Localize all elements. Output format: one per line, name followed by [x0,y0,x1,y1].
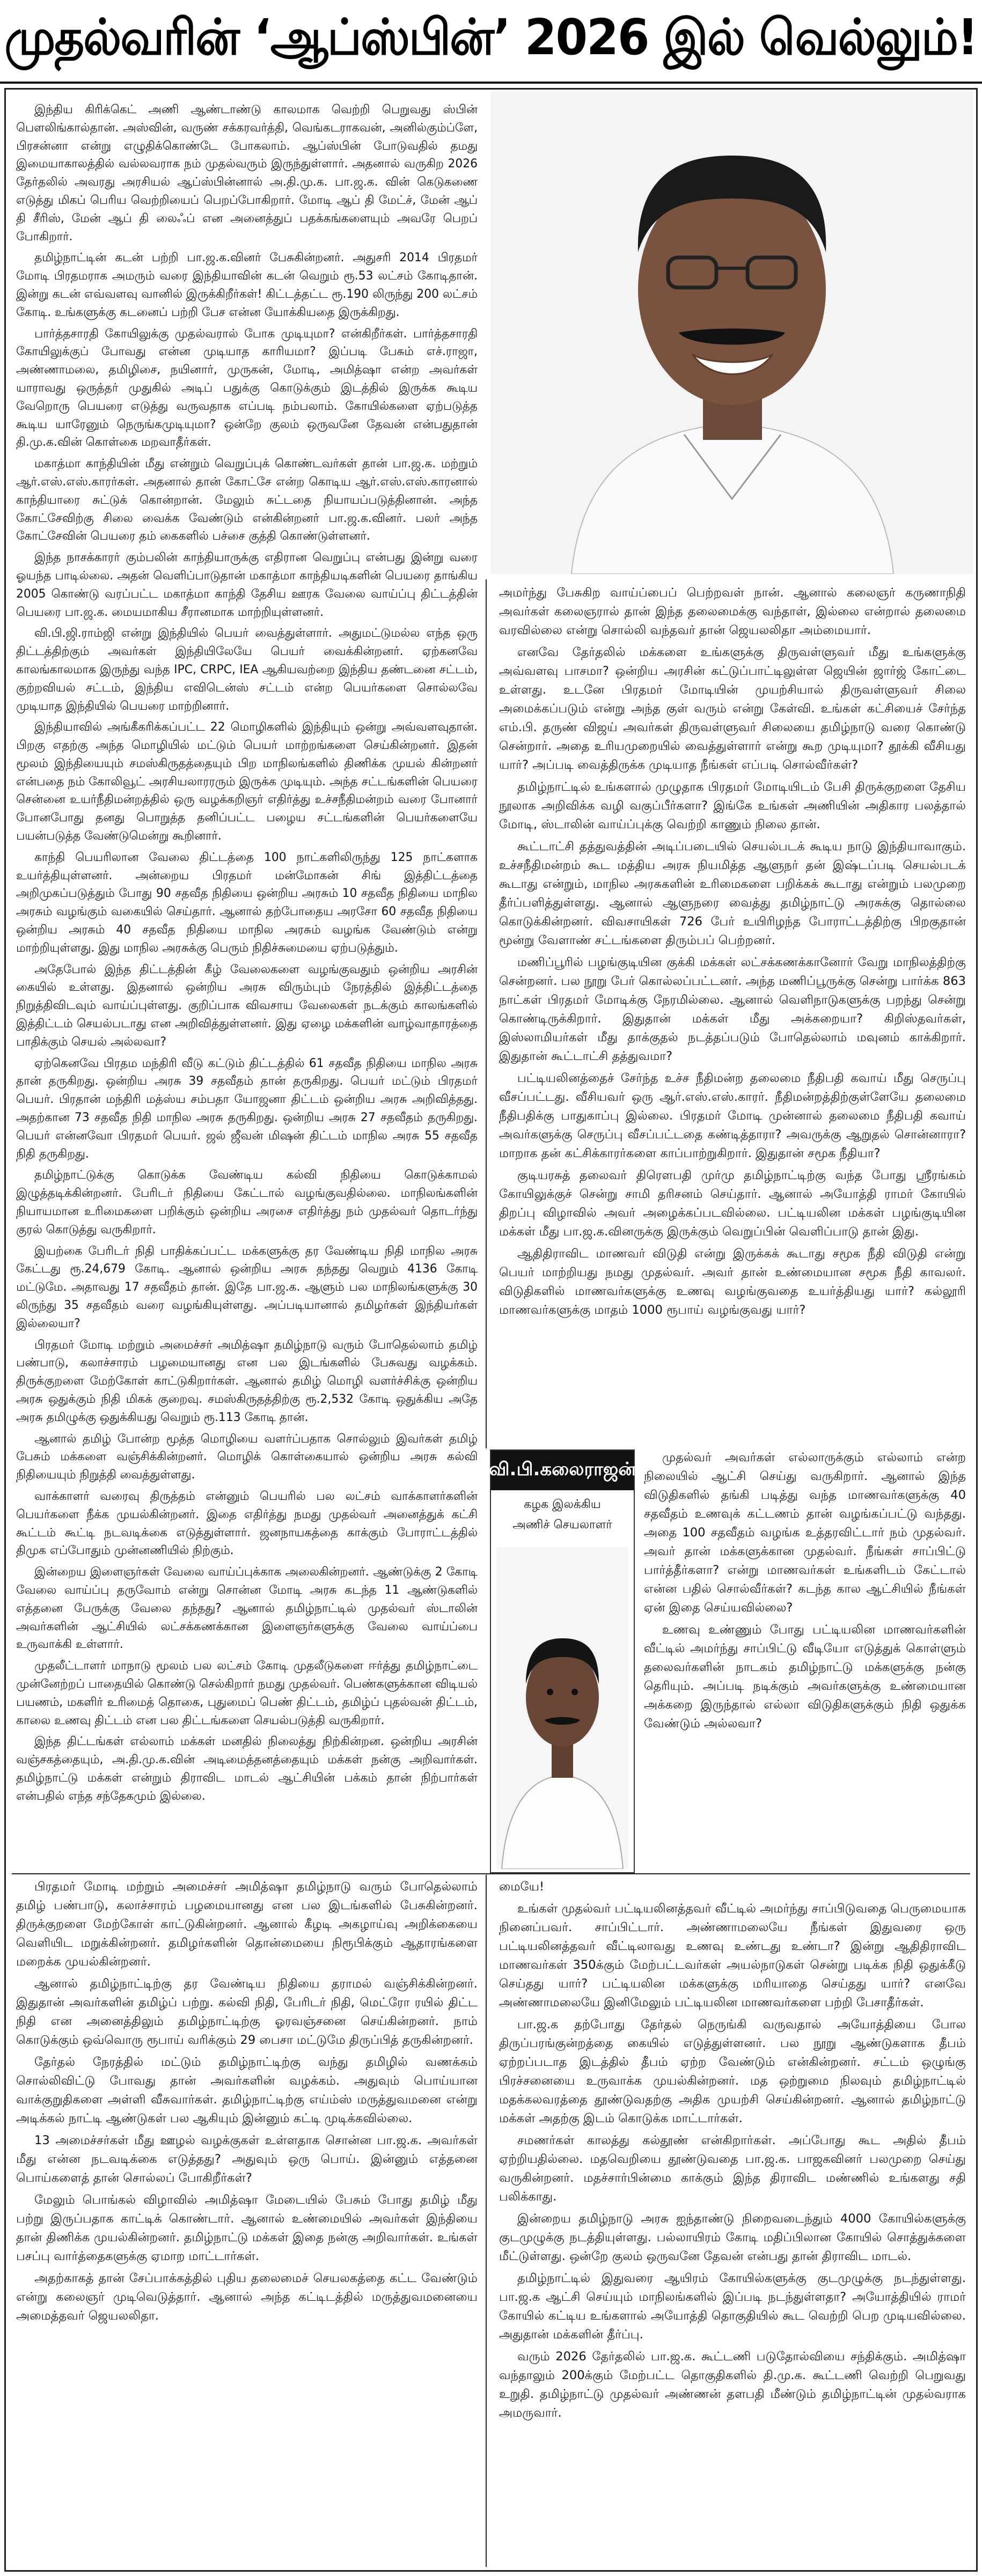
paragraph: ஆதிதிராவிட மாணவர் விடுதி என்று இருக்கக் கூடாது சமூக நீதி விடுதி என்று பெயர் மாற்றியது நமது முதல்வர். அவர் தான் உண்மையான சமூக நீதி காவலர். விடுதிகளில் மாணவர்களுக்கு உணவு வழங்குவதை உயர்த்தியது யார்? கல்லூரி மாணவர்களுக்கு மாதம் 1000 ரூபாய் வழங்குவது யார்? [499,1247,966,1317]
paragraph: மணிப்பூரில் பழங்குடியின குக்கி மக்கள் லட்சக்கணக்கானோர் வேறு மாநிலத்திற்கு சென்றனர். பல நூறு பேர் கொல்லப்பட்டனர். அந்த மணிப்பூருக்கு சென்று பார்க்க 863 நாட்கள் பிரதமர் மோடிக்கு நேரமில்லை. ஆனால் வெளிநாடுகளுக்கு பறந்து சென்று கொண்டிருக்கிறார். இதுதான் மக்கள் மீது அக்கறையா? கிறிஸ்தவர்கள், இஸ்லாமியர்கள் மீது தாக்குதல் நடத்தப்படும் போதெல்லாம் மவுனம் காக்கிறார். இதுதான் கூட்டாட்சி தத்துவமா? [499,955,966,1063]
paragraph: தமிழ்நாட்டின் கடன் பற்றி பா.ஜ.க.வினர் பேசுகின்றனர். அதுசரி 2014 பிரதமர் மோடி பிரதமராக அமரும் வரை இந்தியாவின் கடன் வெறும் ரூ.53 லட்சம் கோடிதான். இன்று கடன் எவ்வளவு வானில் இருக்கிறீர்கள்! கிட்டத்தட்ட ரூ.190 லிருந்து 200 லட்சம் கோடி. உங்களுக்கு கடனைப் பற்றி பேச என்ன யோக்கியதை இருக்கிறது. [16,251,478,319]
paragraph: உணவு உண்ணும் போது பட்டியலின மாணவர்களின் வீட்டில் அமர்ந்து சாப்பிட்டு வீடியோ எடுத்துக் கொள்ளும் தலைவர்களின் நாடகம் தமிழ்நாட்டு மக்களுக்கு நன்கு தெரியும். அப்படி நடிக்கும் அவர்களுக்கு உண்மையான அக்கறை இருந்தால் எல்லா விடுதிகளுக்கும் நிதி ஒதுக்க வேண்டும் அல்லவா? [644,1623,966,1731]
paragraph: தமிழ்நாட்டில் இதுவரை ஆயிரம் கோயில்களுக்கு குடமுழுக்கு நடந்துள்ளது. பா.ஜ.க ஆட்சி செய்யும் மாநிலங்களில் இப்படி நடந்துள்ளதா? அயோத்தியில் ராமர் கோயில் கட்டிய உங்களால் அயோத்தி தொகுதியில் கூட வெற்றி பெற முடியவில்லை. அதுதான் மக்களின் தீர்ப்பு. [499,2271,966,2342]
author-box [490,1449,635,1873]
paragraph: இன்றைய இளைஞர்கள் வேலை வாய்ப்புக்காக அலைகின்றனர். ஆண்டுக்கு 2 கோடி வேலை வாய்ப்பு தருவோம் என்று சொன்ன மோடி அரசு கடந்த 11 ஆண்டுகளில் எத்தனை பேருக்கு வேலை தந்தது? ஆனால் தமிழ்நாட்டில் முதல்வர் ஸ்டாலின் அவர்களின் ஆட்சியில் லட்சக்கணக்கான இளைஞர்களுக்கு வேலை வாய்ப்பை உருவாக்கி உள்ளார். [16,1565,478,1652]
paragraph: இந்த திட்டங்கள் எல்லாம் மக்கள் மனதில் நிலைத்து நிற்கின்றன. ஒன்றிய அரசின் வஞ்சகத்தையும், அ.தி.மு.க.வின் அடிமைத்தனத்தையும் மக்கள் நன்கு அறிவார்கள். தமிழ்நாட்டு மக்கள் என்றும் திராவிட மாடல் ஆட்சியின் பக்கம் தான் நிற்பார்கள் என்பதில் எந்த சந்தேகமும் இல்லை. [16,1735,478,1803]
paragraph: அதற்காகத் தான் சேப்பாக்கத்தில் புதிய தலைமைச் செயலகத்தை கட்ட வேண்டும் என்று கலைஞர் முடிவெடுத்தார். ஆனால் அந்த கட்டிடத்தில் மருத்துவமனையை அமைத்தவர் ஜெயலலிதா. [16,2271,478,2323]
section-divider [12,1873,970,1874]
article-column-d [16,1878,478,2567]
paragraph: பிரதமர் மோடி மற்றும் அமைச்சர் அமித்ஷா தமிழ்நாடு வரும் போதெல்லாம் தமிழ் பண்பாடு, கலாச்சாரம் பழமையானது என பல இடங்களில் பேசுகின்றனர். திருக்குறளை மேற்கோள் காட்டுகின்றனர். ஆனால் கீழடி அகழாய்வு அறிக்கையை வெளியிட மறுக்கின்றனர். தமிழர்களின் தொன்மையை நிரூபிக்கும் ஆதாரங்களை மறைக்க முயல்கின்றனர். [16,1880,478,1969]
paragraph: மகாத்மா காந்தியின் மீது என்றும் வெறுப்புக் கொண்டவர்கள் தான் பா.ஜ.க. மற்றும் ஆர்.எஸ்.எஸ்.காரர்கள். அதனால் தான் கோட்சே என்ற கொடிய ஆர்.எஸ்.எஸ்.காரனால் காந்தியாரை சுட்டுக் கொன்றான். மேலும் சுட்டதை நியாயப்படுத்தினான். அந்த கோட்சேவிற்கு சிலை வைக்க வேண்டும் என்கின்றனர் பா.ஜ.க.வினர். பலர் அந்த கோட்சேவின் பெயரை தம் கைகளில் பச்சை குத்தி கொண்டுள்ளனர். [16,457,478,543]
paragraph: இன்றைய தமிழ்நாடு அரசு ஐந்தாண்டு நிறைவடைந்தும் 4000 கோயில்களுக்கு குடமுழுக்கு நடத்தியுள்ளது. பல்லாயிரம் கோடி மதிப்பிலான கோயில் சொத்துக்களை மீட்டுள்ளது. ஒன்றே குலம் ஒருவனே தேவன் என்பது தான் திராவிட மாடல். [499,2212,966,2263]
paragraph: 13 அமைச்சர்கள் மீது ஊழல் வழக்குகள் உள்ளதாக சொன்ன பா.ஜ.க. அவர்கள் மீது என்ன நடவடிக்கை எடுத்தது? அதுவும் ஒரு பொய். இன்னும் எத்தனை பொய்களைத் தான் சொல்லப் போகிறீர்கள்? [16,2133,478,2185]
author-photo [496,1547,628,1869]
paragraph: வி.பி.ஜி.ராம்ஜி என்று இந்தியில் பெயர் வைத்துள்ளார். அதுமட்டுமல்ல எந்த ஒரு திட்டத்திற்கும் அவர்கள் இந்தியிலேயே பெயர் வைக்கின்றனர். ஏற்கனவே காலங்காலமாக இருந்து வந்த IPC, CRPC, IEA ஆகியவற்றை இந்திய தண்டனை சட்டம், குற்றவியல் சட்டம், இந்திய எவிடென்ஸ் சட்டம் என்ற பெயர்களை சொல்லவே முடியாத இந்தியில் பெயரை மாற்றினார். [16,627,478,713]
paragraph: ஏற்கெனவே பிரதம மந்திரி வீடு கட்டும் திட்டத்தில் 61 சதவீத நிதியை மாநில அரசு தான் தருகிறது. ஒன்றிய அரசு 39 சதவீதம் தான் தருகிறது. பெயர் மட்டும் பிரதமர் பெயர். பிரதான் மந்திரி மத்ஸ்ய சம்பதா யோஜனா திட்டம் ஒன்றிய அரசு அறிவித்தது. அதற்கான 73 சதவீத நிதி மாநில அரசு தருகிறது. ஒன்றிய அரசு 27 சதவீதம் தருகிறது. பெயர் என்னவோ பிரதமர் பெயர். ஜல் ஜீவன் மிஷன் திட்டம் மாநில அரசு 55 சதவீத நிதி தருகிறது. [16,1056,478,1161]
author-name: வி.பி.கலைராஜன் [491,1451,634,1490]
article-column-c [644,1448,966,1872]
paragraph: அமர்ந்து பேசுகிற வாய்ப்பைப் பெற்றவள் நான். ஆனால் கலைஞர் கருணாநிதி அவர்கள் கலைஞரால் தான் இந்த தலைமைக்கு வந்தாள், இல்லை என்றால் தலைமை வரவில்லை என்று சொல்லி வந்தவர் தான் ஜெயலலிதா அம்மையார். [499,586,966,637]
paragraph: ஆனால் தமிழ் போன்ற மூத்த மொழியை வளர்ப்பதாக சொல்லும் இவர்கள் தமிழ் பேசும் மக்களை வஞ்சிக்கின்றனர். மொழிக் கொள்கையால் ஒன்றிய அரசு கல்வி நிதியையும் நிறுத்தி வைத்துள்ளது. [16,1432,478,1482]
paragraph: சமணர்கள் காலத்து கல்தூண் என்கிறார்கள். அப்போது கூட அதில் தீபம் ஏற்றியதில்லை. மதவெறியை தூண்டுவதை பா.ஜ.க. பாஜகவினர் பலமுறை செய்து வருகின்றனர். மதச்சார்பின்மை காக்கும் இந்த திராவிட மண்ணில் உங்களது சதி பலிக்காது. [499,2133,966,2204]
paragraph: இயற்கை பேரிடர் நிதி பாதிக்கப்பட்ட மக்களுக்கு தர வேண்டிய நிதி மாநில அரசு கேட்டது ரூ.24,679 கோடி. ஆனால் ஒன்றிய அரசு தந்தது வெறும் 4136 கோடி மட்டுமே. அதாவது 17 சதவீதம் தான். இதே பா.ஜ.க. ஆளும் பல மாநிலங்களுக்கு 30 லிருந்து 35 சதவீதம் வரை வழங்கியுள்ளது. அப்படியானால் தமிழர்கள் இந்தியர்கள் இல்லையா? [16,1244,478,1330]
article-column-e [499,1878,966,2567]
paragraph: இந்தியாவில் அங்கீகரிக்கப்பட்ட 22 மொழிகளில் இந்தியும் ஒன்று அவ்வளவுதான். பிறகு எதற்கு அந்த மொழியில் மட்டும் பெயர் மாற்றங்களை செய்கின்றனர். இதன் மூலம் இந்தியையும் சமஸ்கிருதத்தையும் பிற மாநிலங்களில் திணிக்க முயல் கின்றனர் என்பதை நம் கோலிவூட் அரசியலாரரரும் இருக்க முடியும். அந்த சட்டங்களின் பெயரை சென்னை உயர்நீதிமன்றத்தில் ஒரு வழக்கறிஞர் எதிர்த்து உச்சநீதிமன்றம் வரை போனார் போனபோது தனது பொறுத்த தனிப்பட்ட பழைய சட்டங்களின் பெயர்களையே பயன்படுத்த வேண்டுமென்று கூறினார். [16,720,478,843]
headline-bar [0,0,982,84]
paragraph: எனவே தேர்தலில் மக்களை உங்களுக்கு திருவள்ளுவர் மீது உங்களுக்கு அவ்வளவு பாசமா? ஒன்றிய அரசின் கட்டுப்பாட்டிலுள்ள ஜெயின் ஜார்ஜ் கோட்டை உள்ளது. உடனே பிரதமர் மோடியின் முயற்சியால் திருவள்ளுவர் சிலை அமைக்கப்படும் என்று அந்த குள் வரும் என்று கேள்வி. உங்கள் கட்சியைச் சேர்ந்த எம்.பி. தருண் விஜய் அவர்கள் திருவள்ளுவர் சிலையை தமிழ்நாடு வரை கொண்டு சென்றார். அதை உரியமுறையில் வைத்துள்ளார் என்று கூற முடியுமா? தூக்கி வீசியது யார்? அப்படி வைத்திருக்க முடியாத நீங்கள் எப்படி சொல்வீர்கள்? [499,645,966,772]
paragraph: இந்த நாசக்காரர் கும்பலின் காந்தியாருக்கு எதிரான வெறுப்பு என்பது இன்று வரை ஓயந்த பாடில்லை. அதன் வெளிப்பாடுதான் மகாத்மா காந்தியடிகளின் பெயரை தாங்கிய 2005 கொண்டு வரப்பட்ட மகாத்மா காந்தி தேசிய ஊரக வேலை வாய்ப்பு திட்டத்தின் பெயரை பா.ஜ.க. மையமாகிய சீரானமாக மாற்றியுள்ளனர். [16,551,478,619]
paragraph: தமிழ்நாட்டில் உங்களால் முழுதாக பிரதமர் மோடியிடம் பேசி திருக்குறளை தேசிய நூலாக அறிவிக்க வழி வகுப்பீர்களா? இங்கே உங்கள் அணியின் அதிகார பலத்தால் மோடி, ஸ்டாலின் வாய்ப்புக்கு வெற்றி காணும் நிலை தான். [499,780,966,831]
paragraph: தமிழ்நாட்டுக்கு கொடுக்க வேண்டிய கல்வி நிதியை கொடுக்காமல் இழுத்தடிக்கின்றனர். பேரிடர் நிதியை கேட்டால் வழங்குவதில்லை. மாநிலங்களின் நியாயமான உரிமைகளை பறிக்கும் ஒன்றிய அரசை எதிர்த்து நம் முதல்வர் தொடர்ந்து குரல் கொடுத்து வருகிறார். [16,1168,478,1237]
paragraph: பட்டியலினத்தைச் சேர்ந்த உச்ச நீதிமன்ற தலைமை நீதிபதி கவாய் மீது செருப்பு வீசப்பட்டது. வீசியவர் ஒரு ஆர்.எஸ்.எஸ்.காரர். நீதிமன்றத்திற்குள்ளேயே தலைமை நீதிபதிக்கு பாதுகாப்பு இல்லை. பிரதமர் மோடி முன்னால் தலைமை நீதிபதி கவாய் அவர்களுக்கு செருப்பு வீசப்பட்டதை கண்டித்தாரா? அவருக்கு ஆறுதல் சொன்னாரா? மாறாக தன் கட்சிக்காரர்களை காப்பாற்றுகிறார். இதுதான் சமூக நீதியா? [499,1071,966,1160]
paragraph: காந்தி பெயரிலான வேலை திட்டத்தை 100 நாட்களிலிருந்து 125 நாட்களாக உயர்த்தியுள்ளனர். அன்றைய பிரதமர் மன்மோகன் சிங் இத்திட்டத்தை அறிமுகப்படுத்தும் போது 90 சதவீத நிதியை ஒன்றிய அரசும் 10 சதவீத நிதியை மாநில அரசும் வழங்கும் வகையில் செய்தார். ஆனால் தற்போதைய அரசோ 60 சதவீத நிதியை ஒன்றிய அரசும் 40 சதவீத நிதியை மாநில அரசும் வழங்க வேண்டும் என்று மாற்றியுள்ளது. இது மாநில அரசுக்கு பெரும் நிதிச்சுமையை ஏற்படுத்தும். [16,850,478,955]
column-divider [486,579,487,1448]
paragraph: பிரதமர் மோடி மற்றும் அமைச்சர் அமித்ஷா தமிழ்நாடு வரும் போதெல்லாம் தமிழ் பண்பாடு, கலாச்சாரம் பழமையானது என பல இடங்களில் பேசுவது வழக்கம். திருக்குறளை மேற்கோள் காட்டுகிறார்கள். ஆனால் தமிழ் மொழி வளர்ச்சிக்கு ஒன்றிய அரசு ஒதுக்கும் நிதி மிகக் குறைவு. சமஸ்கிருதத்திற்கு ரூ.2,532 கோடி ஒதுக்கிய அதே அரசு தமிழுக்கு ஒதுக்கியது வெறும் ரூ.113 கோடி தான். [16,1338,478,1424]
paragraph: ஆனால் தமிழ்நாட்டிற்கு தர வேண்டிய நிதியை தராமல் வஞ்சிக்கின்றனர். இதுதான் அவர்களின் தமிழ்ப் பற்று. கல்வி நிதி, பேரிடர் நிதி, மெட்ரோ ரயில் திட்ட நிதி என அனைத்திலும் தமிழ்நாட்டிற்கு ஓரவஞ்சனை செய்கின்றனர். நாம் கொடுக்கும் ஒவ்வொரு ரூபாய் வரிக்கும் 29 பைசா மட்டுமே திருப்பித் தருகின்றனர். [16,1977,478,2047]
paragraph: பா.ஜ.க தற்போது தேர்தல் நெருங்கி வருவதால் அயோத்தியை போல திருப்பரங்குன்றத்தை கையில் எடுத்துள்ளனர். பல நூறு ஆண்டுகளாக தீபம் ஏற்றப்படாத இடத்தில் தீபம் ஏற்ற வேண்டும் என்கின்றனர். சட்டம் ஒழுங்கு பிரச்சனையை உருவாக்க முயல்கின்றனர். மத ஒற்றுமை நிலவும் தமிழ்நாட்டில் மதக்கலவரத்தை தூண்டுவதற்கு அதிக முயற்சி செய்கின்றனர். ஆனால் தமிழ்நாட்டு மக்கள் அதற்கு இடம் கொடுக்க மாட்டார்கள். [499,2018,966,2125]
article-column-a [16,101,478,1871]
paragraph: வரும் 2026 தேர்தலில் பா.ஜ.க. கூட்டணி படுதோல்வியை சந்திக்கும். அமித்ஷா வந்தாலும் 200க்கும் மேற்பட்ட தொகுதிகளில் தி.மு.க. கூட்டணி வெற்றி பெறுவது உறுதி. தமிழ்நாட்டு முதல்வர் அண்ணன் தளபதி மீண்டும் தமிழ்நாட்டின் முதல்வராக அமருவார். [499,2350,966,2420]
paragraph: உங்கள் முதல்வர் பட்டியலினத்தவர் வீட்டில் அமர்ந்து சாப்பிடுவதை பெருமையாக நினைப்பவர். சாப்பிட்டார். அண்ணாமலையே நீங்கள் இதுவரை ஒரு பட்டியலினத்தவர் வீட்டிலாவது உணவு உண்டது உண்டா? இன்று ஆதிதிராவிட மாணவர்கள் 350க்கும் மேற்பட்டவர்கள் அயல்நாடுகள் சென்று படிக்க நிதி ஒதுக்கீடு செய்தது யார்? பட்டியலின மக்களுக்கு மரியாதை செய்தது யார்? எனவே அண்ணாமலையே இனிமேலும் பட்டியலின மாணவர்களை பற்றி பேசாதீர்கள். [499,1902,966,2010]
paragraph: முதல்வர் அவர்கள் எல்லாருக்கும் எல்லாம் என்ற நிலையில் ஆட்சி செய்து வருகிறார். ஆனால் இந்த விடுதிகளில் தங்கி படித்து வந்த மாணவர்களுக்கு 40 சதவீதம் உணவுக் கட்டணம் தான் வழங்கப்பட்டு வந்தது. அதை 100 சதவீதம் வழங்க உத்தரவிட்டார் நம் முதல்வர். அவர் தான் மக்களுக்கான முதல்வர். நீங்கள் சாப்பிட்டு பார்த்தீர்களா? என்று மாணவர்கள் உங்களிடம் கேட்டால் என்ன பதில் சொல்வீர்கள்? கடந்த கால ஆட்சியில் நீங்கள் ஏன் இதை செய்யவில்லை? [644,1451,966,1615]
paragraph: மேலும் பொங்கல் விழாவில் அமித்ஷா மேடையில் பேசும் போது தமிழ் மீது பற்று இருப்பதாக காட்டிக் கொண்டார். ஆனால் உண்மையில் அவர்கள் இந்தியை தான் திணிக்க முயல்கின்றனர். தமிழ்நாட்டு மக்கள் இதை நன்கு அறிவார்கள். உங்கள் பசப்பு வார்த்தைகளுக்கு ஏமாற மாட்டார்கள். [16,2193,478,2263]
portrait-illustration [491,91,973,574]
author-role [491,1495,634,1535]
paragraph: மையே! [499,1880,545,1894]
paragraph: முதலீட்டாளர் மாநாடு மூலம் பல லட்சம் கோடி முதலீடுகளை ஈர்த்து தமிழ்நாட்டை முன்னேற்றப் பாதையில் கொண்டு செல்கிறார் நமது முதல்வர். பெண்களுக்கான விடியல் பயணம், மகளிர் உரிமைத் தொகை, புதுமைப் பெண் திட்டம், தமிழ்ப் புதல்வன் திட்டம், காலை உணவு திட்டம் என பல திட்டங்களை செயல்படுத்தி வருகிறார். [16,1659,478,1727]
author-portrait [496,1547,628,1869]
chief-minister-photo [491,91,973,574]
paragraph: பார்த்தசாரதி கோயிலுக்கு முதல்வரால் போக முடியுமா? என்கிறீர்கள். பார்த்தசாரதி கோயிலுக்குப் போவது என்ன முடியாத காரியமா? இப்படி பேசும் எச்.ராஜா, அண்ணாமலை, தமிழிசை, நயினார், முருகன், மோடி, அமித்ஷா என்ற அவர்கள் யாராவது ஒருத்தர் முதுகில் அடிப் பதுக்கு கொடுக்கும் இடத்தில் இருக்க கூடிய வேறொரு பெயரை எடுத்து வருவதாக எப்படி நம்பலாம். கோயில்களை ஏற்படுத்த கூடிய யாரேனும் நெருங்கமுடியுமா? ஒன்றே குலம் ஒருவனே தேவன் என்பதுதான் தி.மு.க.வின் கொள்கை மறவாதீர்கள். [16,327,478,450]
paragraph: இந்திய கிரிக்கெட் அணி ஆண்டாண்டு காலமாக வெற்றி பெறுவது ஸ்பின் பௌலிங்கால்தான். அஸ்வின், வருண் சக்கரவர்த்தி, வெங்கடராகவன், அனில்கும்ப்ளே, பிரசன்னா என்று எழுதிக்கொண்டே போகலாம். ஆப்ஸ்பின் போடுவதில் தமது இமையாகாலத்தில் வல்லவராக நம் முதல்வரும் இருந்துள்ளார். அதனால் வருகிற 2026 தேர்தலில் அவரது அரசியல் ஆப்ஸ்பின்னால் அ.தி.மு.க. பா.ஜ.க. வின் கெடுகணை எடுத்து மிகப் பெரிய வெற்றியைப் பெறப்போகிறார். மோடி ஆப் தி மேட்ச், மேன் ஆப் தி சீரிஸ், மேன் ஆப் தி லைஃப் என அனைத்துப் பதக்கங்களையும் அவரே பெறப் போகிறார். [16,103,478,244]
paragraph: கூட்டாட்சி தத்துவத்தின் அடிப்படையில் செயல்படக் கூடிய நாடு இந்தியாவாகும். உச்சநீதிமன்றம் கூட மத்திய அரசு நியமித்த ஆளுநர் தன் இஷ்டப்படி செயல்படக் கூடாது என்றும், மாநில அரசுகளின் உரிமைகளை பறிக்கக் கூடாது என்றும் பலமுறை தீர்ப்பளித்துள்ளது. ஆனால் ஆளுநரை வைத்து தமிழ்நாட்டு அரசுக்கு தொல்லை கொடுக்கின்றனர். விவசாயிகள் 726 பேர் உயிரிழந்த போராட்டத்திற்கு பிறகுதான் மூன்று வேளாண் சட்டங்களை திரும்பப் பெற்றனர். [499,840,966,947]
author-role-line: கழக இலக்கிய [524,1498,601,1511]
author-role-line: அணிச் செயலாளர் [512,1518,612,1532]
paragraph: அதேபோல் இந்த திட்டத்தின் கீழ் வேலைகளை வழங்குவதும் ஒன்றிய அரசின் கையில் உள்ளது. இதனால் ஒன்றிய அரசு விரும்பும் நேரத்தில் இத்திட்டத்தை நிறுத்திவிடவும் வாய்ப்புள்ளது. குறிப்பாக விவசாய வேலைகள் நடக்கும் காலங்களில் இத்திட்டம் செயல்படாது என அறிவித்துள்ளனர். இது ஏழை மக்களின் வாழ்வாதாரத்தை பாதிக்கும் செயல் அல்லவா? [16,962,478,1049]
paragraph: வாக்காளர் வரைவு திருத்தம் என்னும் பெயரில் பல லட்சம் வாக்காளர்களின் பெயர்களை நீக்க முயல்கின்றனர். இதை எதிர்த்து நமது முதல்வர் அனைத்துக் கட்சி கூட்டம் கூட்டி நடவடிக்கை எடுத்துள்ளார். ஜனநாயகத்தை காக்கும் போராட்டத்தில் திமுக எப்போதும் முன்னணியில் நிற்கும். [16,1489,478,1558]
paragraph: குடியரசுத் தலைவர் திரௌபதி முர்மு தமிழ்நாட்டிற்கு வந்த போது ஸ்ரீரங்கம் கோயிலுக்குச் சென்று சாமி தரிசனம் செய்தார். ஆனால் அயோத்தி ராமர் கோயில் திறப்பு விழாவில் அவர் அழைக்கப்படவில்லை. பட்டியலின மக்கள் பழங்குடியின மக்கள் மீது பா.ஜ.க.வினருக்கு இருக்கும் வெறுப்பின் வெளிப்பாடு தான் இது. [499,1168,966,1239]
paragraph: தேர்தல் நேரத்தில் மட்டும் தமிழ்நாட்டிற்கு வந்து தமிழில் வணக்கம் சொல்லிவிட்டு போவது தான் அவர்களின் வழக்கம். அதுவும் பொய்யான வாக்குறுதிகளை அள்ளி வீசுவார்கள். தமிழ்நாட்டிற்கு எய்ம்ஸ் மருத்துவமனை என்று அடிக்கல் நாட்டி ஆண்டுகள் பல ஆகியும் இன்னும் கட்டி முடிக்கவில்லை. [16,2055,478,2125]
headline: முதல்வரின் ‘ஆப்ஸ்பின்’ 2026 இல் வெல்லும்! [4,9,978,66]
article-column-b [499,584,966,1442]
column-divider [486,1875,487,2567]
